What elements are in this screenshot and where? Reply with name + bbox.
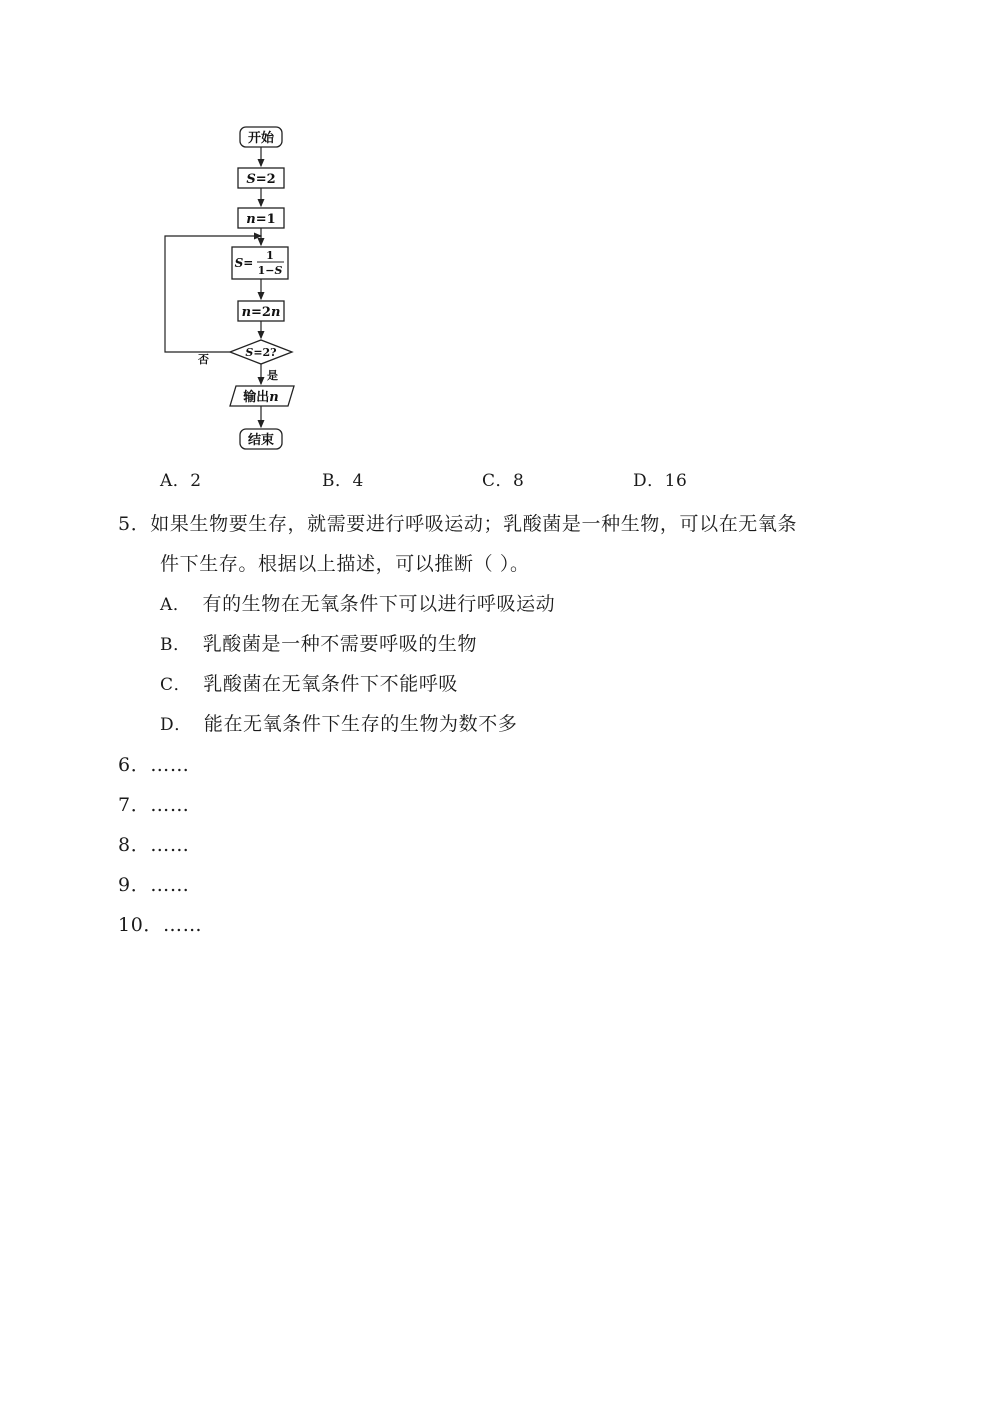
question-7: 7．…… [118,794,190,816]
question-10: 10．…… [118,914,203,936]
question-9: 9．…… [118,874,190,896]
flow-no-label: 否 [198,353,209,366]
flow-update-n-node [238,301,284,321]
svg-text:1−S: 1−S [257,264,283,277]
q5-stem-line2: 件下生存。根据以上描述，可以推断（ ）。 [160,553,530,575]
q5-stem-line1: 5．如果生物要生存，就需要进行呼吸运动；乳酸菌是一种生物，可以在无氧条 [118,513,798,535]
svg-text:S=2?: S=2? [245,346,277,359]
svg-text:1: 1 [266,249,274,262]
question-8: 8．…… [118,834,190,856]
flow-yes-label: 是 [267,369,278,382]
q5-number: 5． [118,513,151,535]
q5-option-c[interactable]: C． 乳酸菌在无氧条件下不能呼吸 [160,673,459,695]
q5-option-d[interactable]: D． 能在无氧条件下生存的生物为数不多 [160,713,518,735]
flow-decision-node [230,340,292,364]
flowchart-diagram [150,118,320,458]
flow-end-node [240,429,282,449]
svg-text:S=: S= [234,256,254,270]
q5-option-a[interactable]: A． 有的生物在无氧条件下可以进行呼吸运动 [160,593,556,615]
question-6: 6．…… [118,754,190,776]
flow-output-node [230,386,294,406]
flow-start-node [240,127,282,147]
svg-text:结束: 结束 [247,433,275,448]
svg-text:n=1: n=1 [246,212,276,227]
svg-text:S=2: S=2 [246,172,276,187]
flow-init-s-node [238,168,284,188]
q4-option-a[interactable]: A．2 [160,471,202,491]
svg-text:开始: 开始 [247,131,275,146]
q4-option-b[interactable]: B．4 [322,471,364,491]
svg-text:n=2n: n=2n [241,305,281,320]
svg-text:输出n: 输出n [243,390,279,405]
flow-init-n-node [238,208,284,228]
q4-option-c[interactable]: C．8 [482,471,525,491]
flow-update-s-node [232,247,288,279]
q5-option-b[interactable]: B． 乳酸菌是一种不需要呼吸的生物 [160,633,478,655]
q4-option-d[interactable]: D．16 [633,471,688,491]
